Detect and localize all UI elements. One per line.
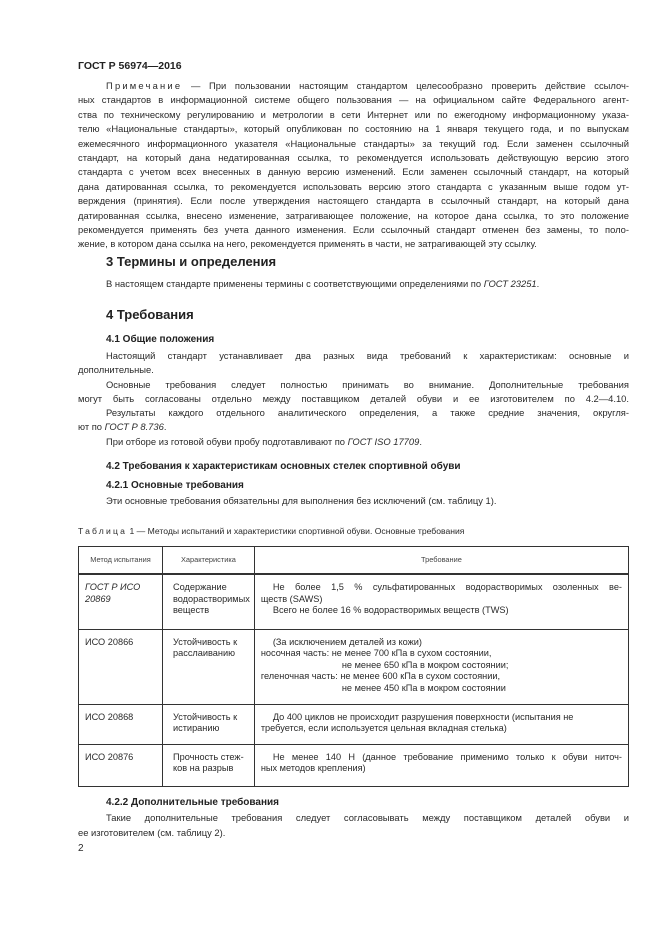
requirements-table [78, 546, 629, 787]
note-line: ных стандартов в информационной системе общего пользования — на официальном сайте Федерального агент- [78, 94, 629, 106]
note-line: верждения (принятия). Если после утверждения настоящего стандарта в ссылочный стандарт, на который дана [78, 195, 629, 207]
table-row [79, 744, 629, 786]
document-header: ГОСТ Р 56974—2016 [78, 60, 182, 72]
note-label: Примечание [106, 80, 183, 91]
method-cell: ИСО 20866 [79, 629, 163, 704]
paragraph: дополнительные. [78, 364, 154, 375]
requirement-cell: Не более 1,5 % сульфатированных водорастворимых озоленных ве- ществ (SAWS) Всего не более 16 % водорастворимых веществ (TWS) [254, 574, 628, 629]
paragraph: Эти основные требования обязательны для выполнения без исключений (см. таблицу 1). [106, 495, 497, 506]
characteristic-cell: Содержание водорастворимых веществ [163, 574, 255, 629]
section-4-2-2-title: 4.2.2 Дополнительные требования [106, 797, 280, 808]
section-3-title: 3 Термины и определения [106, 254, 277, 269]
method-cell: ИСО 20868 [79, 704, 163, 744]
section-3-text: В настоящем стандарте применены термины с соответствующими определениями по ГОСТ 23251. [106, 278, 540, 289]
paragraph: ее изготовителем (см. таблицу 2). [78, 827, 226, 838]
note-line: стандарта с учетом всех внесенных в данную версию изменений. Если заменен ссылочный стандарт, на который [78, 166, 629, 178]
table-row [79, 574, 629, 629]
section-4-title: 4 Требования [106, 307, 194, 322]
table-caption: Таблица 1 — Методы испытаний и характеристики спортивной обуви. Основные требования [78, 526, 465, 536]
note-line: ства по техническому регулированию и метрологии в сети Интернет или по ежегодному информационному указа- [78, 108, 629, 120]
characteristic-cell: Прочность стеж-ков на разрыв [163, 744, 255, 786]
section-4-1-title: 4.1 Общие положения [106, 334, 215, 345]
note-line: рекомендуется применять без учета данного изменения. Если ссылочный стандарт отменен без замены, то поло- [78, 224, 629, 235]
characteristic-cell: Устойчивость к расслаиванию [163, 629, 255, 704]
column-header: Требование [254, 547, 628, 575]
characteristic-cell: Устойчивость к истиранию [163, 704, 255, 744]
paragraph: ют по ГОСТ Р 8.736. [78, 421, 167, 432]
paragraph: Результаты каждого отдельного аналитического определения, а также средние значения, округля- [106, 407, 629, 418]
note-line: стандарт, на который дана недатированная ссылка, то рекомендуется использовать действующую версию этого [78, 152, 629, 163]
column-header: Метод испытания [79, 547, 163, 575]
paragraph: Основные требования следует полностью принимать во внимание. Дополнительные требования [106, 379, 629, 390]
note-line: дана датированная ссылка, то рекомендуется использовать версию этого стандарта с указанным выше годом ут- [78, 180, 629, 192]
note-line: телю «Национальные стандарты», который опубликован по состоянию на 1 января текущего года, и по выпускам [78, 123, 629, 135]
note-line: датированная ссылка, внесено изменение, затрагивающее положение, на которое дана ссылка, то это положение [78, 209, 629, 221]
note-line: жение, в котором дана ссылка на него, рекомендуется применять в части, не затрагивающей эту ссылку. [78, 238, 537, 250]
section-4-2-1-title: 4.2.1 Основные требования [106, 480, 244, 491]
column-header: Характеристика [163, 547, 255, 575]
section-4-2-title: 4.2 Требования к характеристикам основных стелек спортивной обуви [106, 461, 461, 472]
paragraph: Такие дополнительные требования следует согласовывать между поставщиком деталей обуви и [106, 812, 629, 823]
paragraph: При отборе из готовой обуви пробу подготавливают по ГОСТ ISO 17709. [106, 436, 422, 447]
requirement-cell: Не менее 140 Н (данное требование применимо только к обуви ниточ- ных методов крепления) [254, 744, 628, 786]
paragraph: Настоящий стандарт устанавливает два разных вида требований к характеристикам: основные и [106, 350, 629, 361]
note-line: Примечание — При пользовании настоящим стандартом целесообразно проверить действие ссылоч- [106, 80, 629, 91]
method-cell: ГОСТ Р ИСО 20869 [79, 574, 163, 629]
note-line: ежемесячного информационного указателя «Национальные стандарты» за текущий год. Если заменен ссылочный [78, 137, 629, 149]
table-row [79, 629, 629, 704]
table-row [79, 704, 629, 744]
paragraph: могут быть согласованы отдельно между поставщиком деталей обуви и ее изготовителем по 4.2—4.10. [78, 393, 629, 404]
page-number: 2 [78, 843, 84, 854]
requirement-cell: (За исключением деталей из кожи) носочная часть: не менее 700 кПа в сухом состоянии, не менее 650 кПа в мокром состоянии; геленочная часть: не менее 600 кПа в сухом состоянии, не менее 450 кПа в мокром состоянии [254, 629, 628, 704]
method-cell: ИСО 20876 [79, 744, 163, 786]
requirement-cell: До 400 циклов не происходит разрушения поверхности (испытания не требуется, если используется цельная вкладная стелька) [254, 704, 628, 744]
